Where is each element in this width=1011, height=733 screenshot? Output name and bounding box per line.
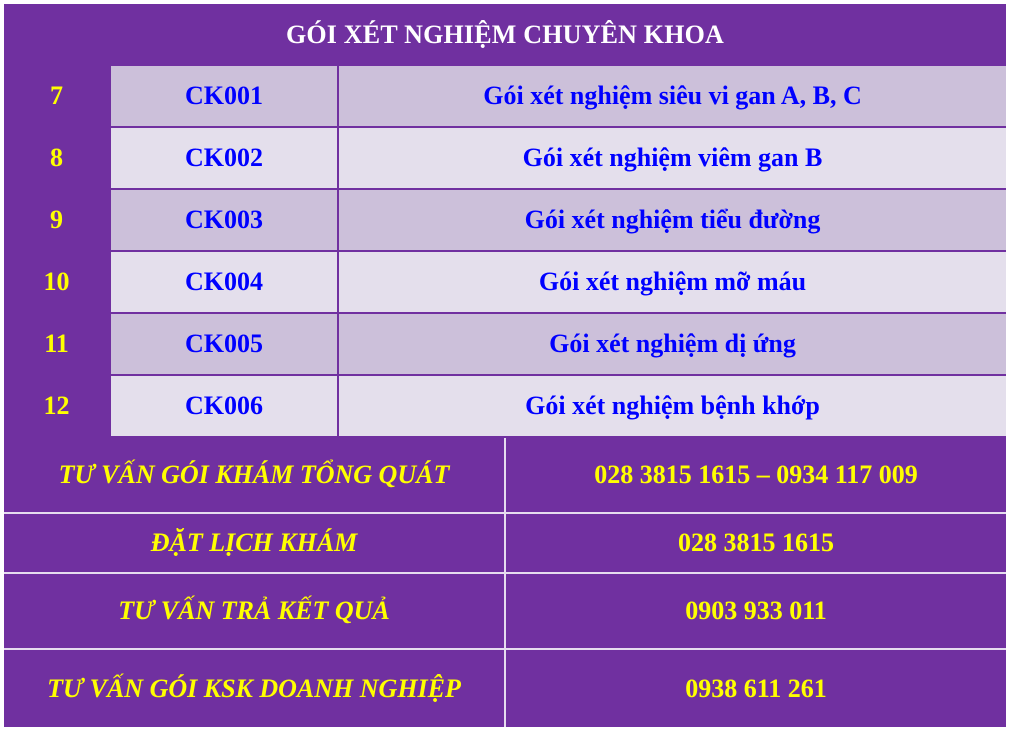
package-number: 12 (43, 391, 70, 420)
package-name: Gói xét nghiệm tiểu đường (339, 190, 1006, 250)
contact-phone: 028 3815 1615 (678, 528, 834, 557)
package-number: 9 (50, 205, 63, 234)
package-number: 11 (44, 329, 69, 358)
table-row (4, 252, 1006, 314)
package-name: Gói xét nghiệm viêm gan B (339, 128, 1006, 188)
contact-row (4, 650, 1006, 727)
contact-row (4, 574, 1006, 648)
table-row (4, 128, 1006, 190)
table-row (4, 190, 1006, 252)
package-code: CK002 (111, 128, 337, 188)
contact-row (4, 514, 1006, 572)
package-code: CK004 (111, 252, 337, 312)
contact-label: ĐẶT LỊCH KHÁM (150, 528, 358, 557)
contact-row (4, 438, 1006, 512)
package-name: Gói xét nghiệm mỡ máu (339, 252, 1006, 312)
contact-phone: 0903 933 011 (685, 596, 827, 625)
table-title: GÓI XÉT NGHIỆM CHUYÊN KHOA (285, 20, 725, 49)
package-code: CK001 (111, 66, 337, 126)
contact-label: TƯ VẤN TRẢ KẾT QUẢ (118, 596, 390, 625)
package-number: 10 (43, 267, 70, 296)
package-name: Gói xét nghiệm bệnh khớp (339, 376, 1006, 436)
contact-phone: 028 3815 1615 – 0934 117 009 (594, 460, 918, 489)
contact-phone: 0938 611 261 (685, 673, 827, 703)
package-code: CK005 (111, 314, 337, 374)
package-number: 8 (50, 143, 63, 172)
package-name: Gói xét nghiệm dị ứng (339, 314, 1006, 374)
table-row (4, 314, 1006, 376)
package-number: 7 (50, 81, 63, 110)
package-name: Gói xét nghiệm siêu vi gan A, B, C (339, 66, 1006, 126)
contact-label: TƯ VẤN GÓI KSK DOANH NGHIỆP (47, 673, 461, 703)
package-code: CK003 (111, 190, 337, 250)
package-code: CK006 (111, 376, 337, 436)
table-row (4, 376, 1006, 438)
table-row (4, 66, 1006, 128)
package-table (4, 4, 1006, 727)
contact-label: TƯ VẤN GÓI KHÁM TỔNG QUÁT (58, 460, 450, 489)
